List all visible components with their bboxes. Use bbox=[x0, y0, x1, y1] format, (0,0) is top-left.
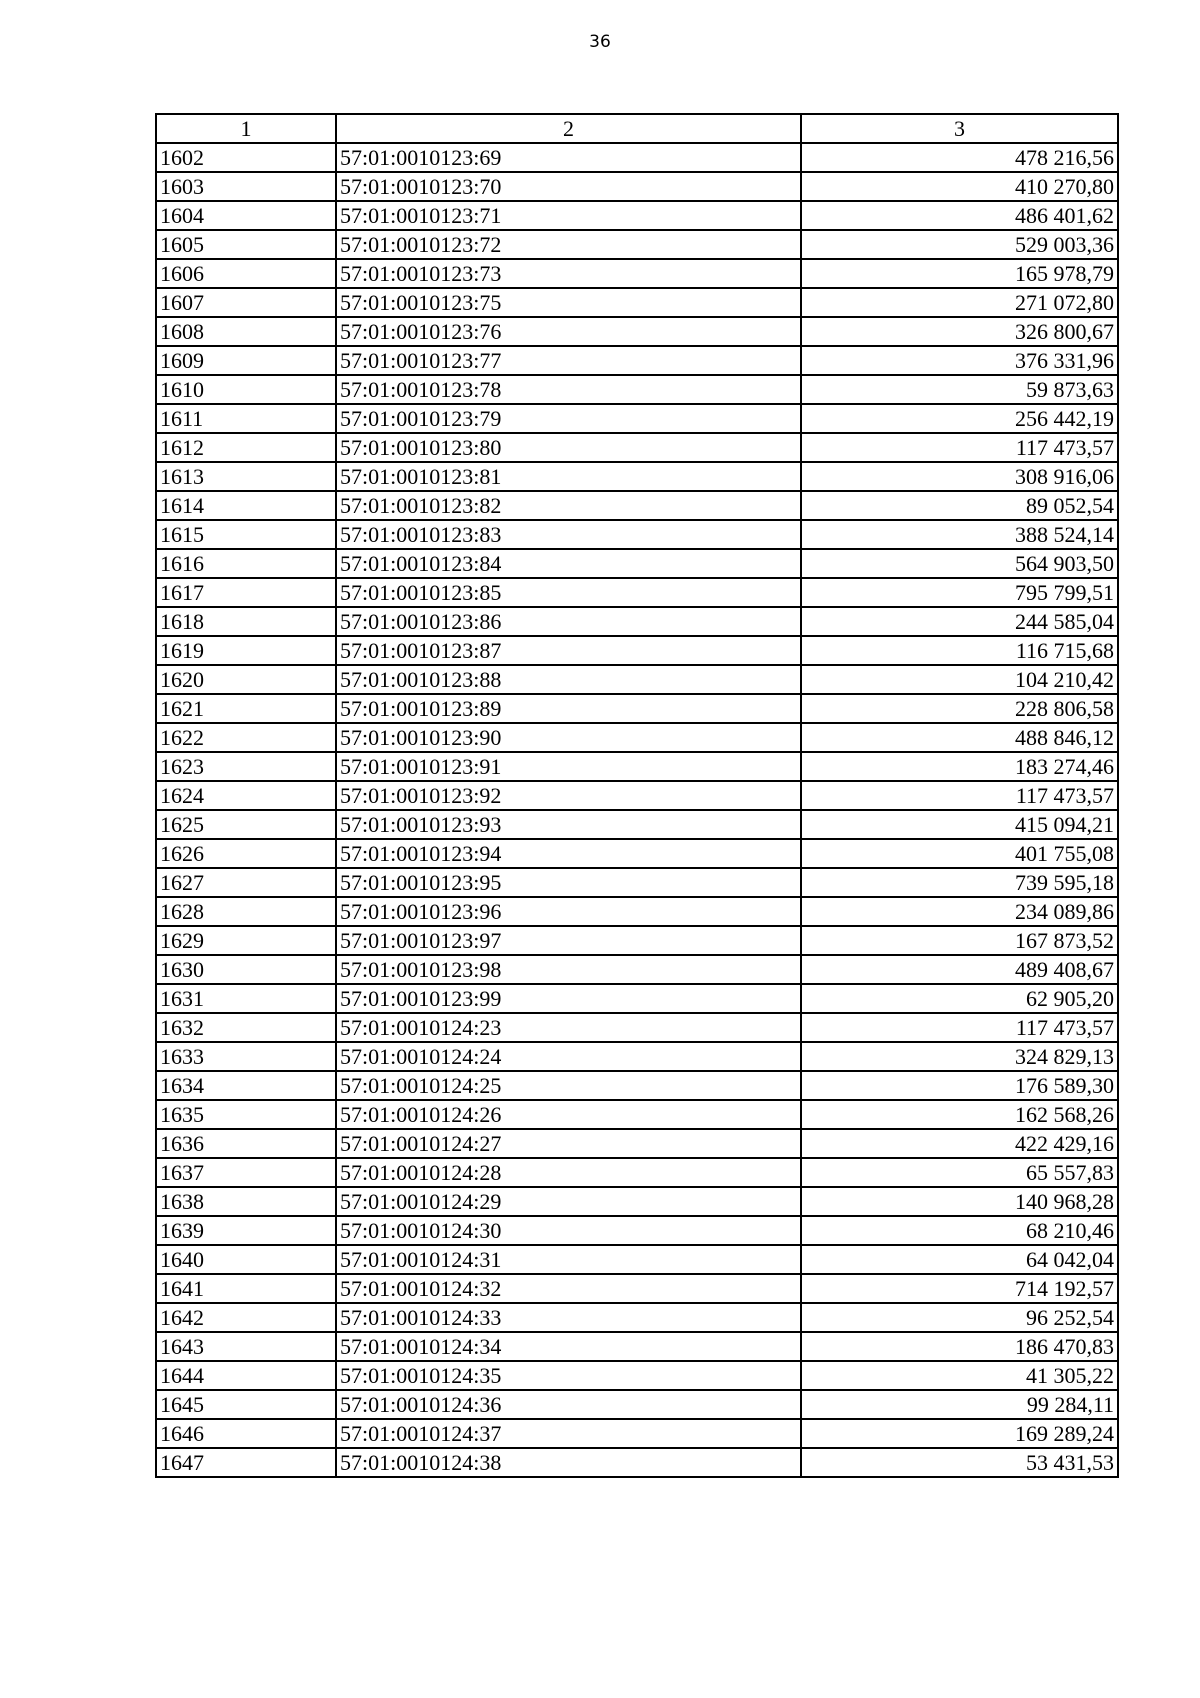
cadastral-value-table bbox=[155, 113, 1119, 1478]
cadastral-number-cell: 57:01:0010124:23 bbox=[336, 1013, 801, 1042]
cadastral-number-cell: 57:01:0010123:71 bbox=[336, 201, 801, 230]
value-cell: 488 846,12 bbox=[801, 723, 1118, 752]
cadastral-number-cell: 57:01:0010124:36 bbox=[336, 1390, 801, 1419]
row-number-cell: 1602 bbox=[156, 143, 336, 172]
table-row bbox=[156, 1042, 1118, 1071]
row-number-cell: 1610 bbox=[156, 375, 336, 404]
value-cell: 41 305,22 bbox=[801, 1361, 1118, 1390]
row-number-cell: 1625 bbox=[156, 810, 336, 839]
cadastral-number-cell: 57:01:0010123:80 bbox=[336, 433, 801, 462]
row-number-cell: 1645 bbox=[156, 1390, 336, 1419]
cadastral-number-cell: 57:01:0010123:78 bbox=[336, 375, 801, 404]
table-row bbox=[156, 1245, 1118, 1274]
table-row bbox=[156, 1129, 1118, 1158]
row-number-cell: 1618 bbox=[156, 607, 336, 636]
table-row bbox=[156, 375, 1118, 404]
cadastral-number-cell: 57:01:0010124:29 bbox=[336, 1187, 801, 1216]
table-row bbox=[156, 1100, 1118, 1129]
cadastral-number-cell: 57:01:0010124:27 bbox=[336, 1129, 801, 1158]
cadastral-number-cell: 57:01:0010124:34 bbox=[336, 1332, 801, 1361]
value-cell: 795 799,51 bbox=[801, 578, 1118, 607]
row-number-cell: 1612 bbox=[156, 433, 336, 462]
row-number-cell: 1639 bbox=[156, 1216, 336, 1245]
cadastral-number-cell: 57:01:0010123:75 bbox=[336, 288, 801, 317]
cadastral-number-cell: 57:01:0010124:25 bbox=[336, 1071, 801, 1100]
table-row bbox=[156, 984, 1118, 1013]
row-number-cell: 1638 bbox=[156, 1187, 336, 1216]
value-cell: 422 429,16 bbox=[801, 1129, 1118, 1158]
cadastral-number-cell: 57:01:0010124:31 bbox=[336, 1245, 801, 1274]
row-number-cell: 1624 bbox=[156, 781, 336, 810]
value-cell: 410 270,80 bbox=[801, 172, 1118, 201]
cadastral-number-cell: 57:01:0010123:86 bbox=[336, 607, 801, 636]
value-cell: 739 595,18 bbox=[801, 868, 1118, 897]
cadastral-number-cell: 57:01:0010123:85 bbox=[336, 578, 801, 607]
value-cell: 169 289,24 bbox=[801, 1419, 1118, 1448]
value-cell: 714 192,57 bbox=[801, 1274, 1118, 1303]
cadastral-number-cell: 57:01:0010123:72 bbox=[336, 230, 801, 259]
cadastral-number-cell: 57:01:0010124:30 bbox=[336, 1216, 801, 1245]
cadastral-number-cell: 57:01:0010124:28 bbox=[336, 1158, 801, 1187]
table-row bbox=[156, 1361, 1118, 1390]
value-cell: 99 284,11 bbox=[801, 1390, 1118, 1419]
value-cell: 117 473,57 bbox=[801, 781, 1118, 810]
value-cell: 376 331,96 bbox=[801, 346, 1118, 375]
table-row bbox=[156, 665, 1118, 694]
row-number-cell: 1617 bbox=[156, 578, 336, 607]
row-number-cell: 1647 bbox=[156, 1448, 336, 1477]
value-cell: 183 274,46 bbox=[801, 752, 1118, 781]
row-number-cell: 1631 bbox=[156, 984, 336, 1013]
table-row bbox=[156, 1071, 1118, 1100]
cadastral-number-cell: 57:01:0010124:26 bbox=[336, 1100, 801, 1129]
table-row bbox=[156, 1332, 1118, 1361]
table-row bbox=[156, 752, 1118, 781]
row-number-cell: 1606 bbox=[156, 259, 336, 288]
value-cell: 176 589,30 bbox=[801, 1071, 1118, 1100]
value-cell: 564 903,50 bbox=[801, 549, 1118, 578]
table-row bbox=[156, 346, 1118, 375]
cadastral-number-cell: 57:01:0010123:69 bbox=[336, 143, 801, 172]
column-header-3: 3 bbox=[801, 114, 1118, 143]
cadastral-number-cell: 57:01:0010123:97 bbox=[336, 926, 801, 955]
cadastral-number-cell: 57:01:0010123:89 bbox=[336, 694, 801, 723]
value-cell: 116 715,68 bbox=[801, 636, 1118, 665]
value-cell: 96 252,54 bbox=[801, 1303, 1118, 1332]
row-number-cell: 1643 bbox=[156, 1332, 336, 1361]
cadastral-number-cell: 57:01:0010124:38 bbox=[336, 1448, 801, 1477]
cadastral-number-cell: 57:01:0010124:37 bbox=[336, 1419, 801, 1448]
row-number-cell: 1623 bbox=[156, 752, 336, 781]
cadastral-number-cell: 57:01:0010123:87 bbox=[336, 636, 801, 665]
row-number-cell: 1604 bbox=[156, 201, 336, 230]
table-header-row bbox=[156, 114, 1118, 143]
value-cell: 162 568,26 bbox=[801, 1100, 1118, 1129]
row-number-cell: 1615 bbox=[156, 520, 336, 549]
cadastral-number-cell: 57:01:0010123:95 bbox=[336, 868, 801, 897]
value-cell: 489 408,67 bbox=[801, 955, 1118, 984]
table-row bbox=[156, 201, 1118, 230]
value-cell: 308 916,06 bbox=[801, 462, 1118, 491]
value-cell: 228 806,58 bbox=[801, 694, 1118, 723]
row-number-cell: 1622 bbox=[156, 723, 336, 752]
table-row bbox=[156, 578, 1118, 607]
value-cell: 68 210,46 bbox=[801, 1216, 1118, 1245]
table-row bbox=[156, 1448, 1118, 1477]
value-cell: 478 216,56 bbox=[801, 143, 1118, 172]
table-body bbox=[156, 143, 1118, 1477]
value-cell: 64 042,04 bbox=[801, 1245, 1118, 1274]
table-row bbox=[156, 1013, 1118, 1042]
table-row bbox=[156, 810, 1118, 839]
value-cell: 167 873,52 bbox=[801, 926, 1118, 955]
row-number-cell: 1619 bbox=[156, 636, 336, 665]
column-header-1: 1 bbox=[156, 114, 336, 143]
row-number-cell: 1627 bbox=[156, 868, 336, 897]
cadastral-number-cell: 57:01:0010123:91 bbox=[336, 752, 801, 781]
value-cell: 186 470,83 bbox=[801, 1332, 1118, 1361]
row-number-cell: 1640 bbox=[156, 1245, 336, 1274]
table-row bbox=[156, 230, 1118, 259]
row-number-cell: 1614 bbox=[156, 491, 336, 520]
table-row bbox=[156, 1303, 1118, 1332]
cadastral-number-cell: 57:01:0010123:73 bbox=[336, 259, 801, 288]
row-number-cell: 1641 bbox=[156, 1274, 336, 1303]
value-cell: 62 905,20 bbox=[801, 984, 1118, 1013]
value-cell: 65 557,83 bbox=[801, 1158, 1118, 1187]
table-row bbox=[156, 926, 1118, 955]
value-cell: 53 431,53 bbox=[801, 1448, 1118, 1477]
table-row bbox=[156, 520, 1118, 549]
cadastral-number-cell: 57:01:0010123:90 bbox=[336, 723, 801, 752]
table-row bbox=[156, 868, 1118, 897]
value-cell: 256 442,19 bbox=[801, 404, 1118, 433]
value-cell: 165 978,79 bbox=[801, 259, 1118, 288]
cadastral-number-cell: 57:01:0010123:92 bbox=[336, 781, 801, 810]
value-cell: 89 052,54 bbox=[801, 491, 1118, 520]
table-row bbox=[156, 259, 1118, 288]
table-row bbox=[156, 694, 1118, 723]
cadastral-number-cell: 57:01:0010123:83 bbox=[336, 520, 801, 549]
cadastral-number-cell: 57:01:0010123:79 bbox=[336, 404, 801, 433]
value-cell: 104 210,42 bbox=[801, 665, 1118, 694]
table-row bbox=[156, 143, 1118, 172]
table-row bbox=[156, 781, 1118, 810]
table-row bbox=[156, 636, 1118, 665]
value-cell: 59 873,63 bbox=[801, 375, 1118, 404]
table-row bbox=[156, 462, 1118, 491]
row-number-cell: 1613 bbox=[156, 462, 336, 491]
table-row bbox=[156, 1419, 1118, 1448]
cadastral-number-cell: 57:01:0010123:81 bbox=[336, 462, 801, 491]
cadastral-number-cell: 57:01:0010124:33 bbox=[336, 1303, 801, 1332]
page-number: 36 bbox=[589, 32, 611, 52]
table-row bbox=[156, 1274, 1118, 1303]
row-number-cell: 1629 bbox=[156, 926, 336, 955]
value-cell: 415 094,21 bbox=[801, 810, 1118, 839]
value-cell: 529 003,36 bbox=[801, 230, 1118, 259]
table-row bbox=[156, 288, 1118, 317]
row-number-cell: 1633 bbox=[156, 1042, 336, 1071]
table-row bbox=[156, 723, 1118, 752]
cadastral-number-cell: 57:01:0010123:77 bbox=[336, 346, 801, 375]
cadastral-number-cell: 57:01:0010123:88 bbox=[336, 665, 801, 694]
table-row bbox=[156, 317, 1118, 346]
value-cell: 388 524,14 bbox=[801, 520, 1118, 549]
cadastral-number-cell: 57:01:0010123:70 bbox=[336, 172, 801, 201]
row-number-cell: 1636 bbox=[156, 1129, 336, 1158]
table-row bbox=[156, 491, 1118, 520]
table-row bbox=[156, 1216, 1118, 1245]
table-row bbox=[156, 549, 1118, 578]
row-number-cell: 1644 bbox=[156, 1361, 336, 1390]
row-number-cell: 1634 bbox=[156, 1071, 336, 1100]
cadastral-number-cell: 57:01:0010123:98 bbox=[336, 955, 801, 984]
cadastral-number-cell: 57:01:0010123:99 bbox=[336, 984, 801, 1013]
row-number-cell: 1635 bbox=[156, 1100, 336, 1129]
row-number-cell: 1630 bbox=[156, 955, 336, 984]
row-number-cell: 1637 bbox=[156, 1158, 336, 1187]
value-cell: 117 473,57 bbox=[801, 433, 1118, 462]
row-number-cell: 1642 bbox=[156, 1303, 336, 1332]
table-row bbox=[156, 1158, 1118, 1187]
table-row bbox=[156, 433, 1118, 462]
value-cell: 401 755,08 bbox=[801, 839, 1118, 868]
cadastral-number-cell: 57:01:0010123:93 bbox=[336, 810, 801, 839]
table-row bbox=[156, 955, 1118, 984]
value-cell: 140 968,28 bbox=[801, 1187, 1118, 1216]
column-header-2: 2 bbox=[336, 114, 801, 143]
value-cell: 234 089,86 bbox=[801, 897, 1118, 926]
table-row bbox=[156, 404, 1118, 433]
table-row bbox=[156, 897, 1118, 926]
value-cell: 486 401,62 bbox=[801, 201, 1118, 230]
row-number-cell: 1628 bbox=[156, 897, 336, 926]
value-cell: 271 072,80 bbox=[801, 288, 1118, 317]
table-row bbox=[156, 1390, 1118, 1419]
cadastral-number-cell: 57:01:0010124:35 bbox=[336, 1361, 801, 1390]
cadastral-number-cell: 57:01:0010124:24 bbox=[336, 1042, 801, 1071]
row-number-cell: 1609 bbox=[156, 346, 336, 375]
cadastral-number-cell: 57:01:0010123:94 bbox=[336, 839, 801, 868]
cadastral-number-cell: 57:01:0010124:32 bbox=[336, 1274, 801, 1303]
cadastral-number-cell: 57:01:0010123:96 bbox=[336, 897, 801, 926]
row-number-cell: 1603 bbox=[156, 172, 336, 201]
row-number-cell: 1620 bbox=[156, 665, 336, 694]
value-cell: 324 829,13 bbox=[801, 1042, 1118, 1071]
row-number-cell: 1607 bbox=[156, 288, 336, 317]
table-row bbox=[156, 1187, 1118, 1216]
value-cell: 244 585,04 bbox=[801, 607, 1118, 636]
value-cell: 326 800,67 bbox=[801, 317, 1118, 346]
row-number-cell: 1608 bbox=[156, 317, 336, 346]
row-number-cell: 1605 bbox=[156, 230, 336, 259]
cadastral-number-cell: 57:01:0010123:76 bbox=[336, 317, 801, 346]
row-number-cell: 1611 bbox=[156, 404, 336, 433]
row-number-cell: 1646 bbox=[156, 1419, 336, 1448]
cadastral-number-cell: 57:01:0010123:82 bbox=[336, 491, 801, 520]
cadastral-number-cell: 57:01:0010123:84 bbox=[336, 549, 801, 578]
table-row bbox=[156, 172, 1118, 201]
row-number-cell: 1626 bbox=[156, 839, 336, 868]
value-cell: 117 473,57 bbox=[801, 1013, 1118, 1042]
row-number-cell: 1632 bbox=[156, 1013, 336, 1042]
row-number-cell: 1616 bbox=[156, 549, 336, 578]
table-row bbox=[156, 839, 1118, 868]
table-row bbox=[156, 607, 1118, 636]
row-number-cell: 1621 bbox=[156, 694, 336, 723]
